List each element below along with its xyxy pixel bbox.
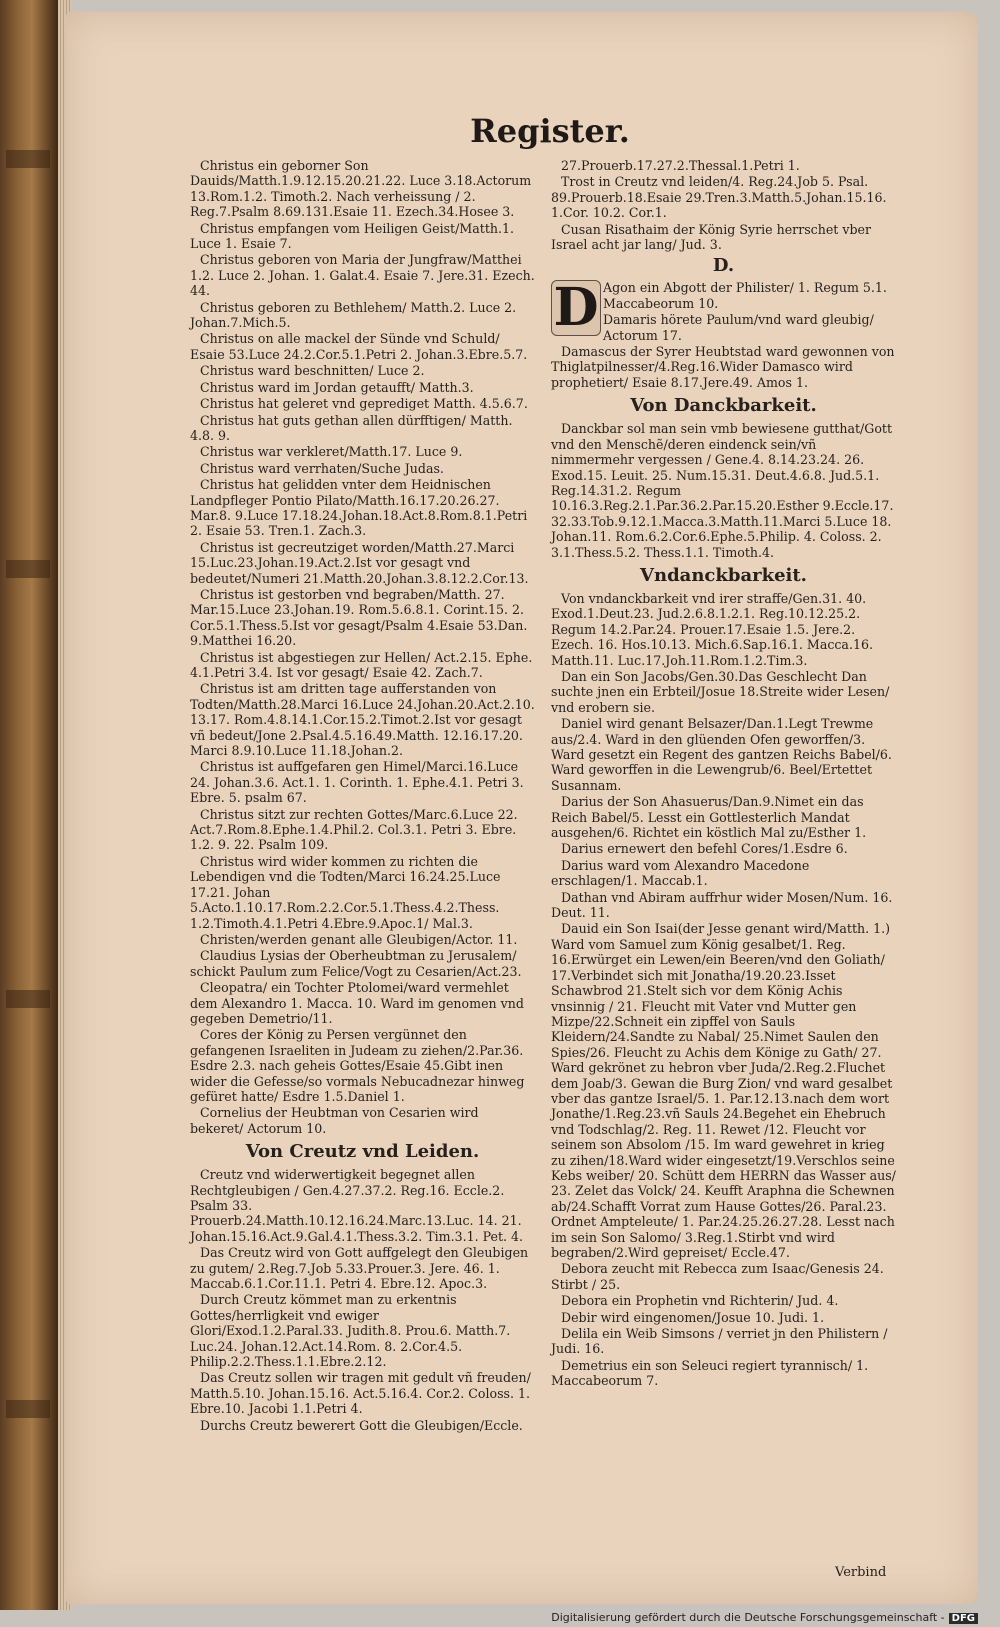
register-entry: 27.Prouerb.17.27.2.Thessal.1.Petri 1. <box>561 158 800 173</box>
digitization-footer <box>551 1611 978 1624</box>
binding-band <box>6 1400 50 1418</box>
register-entry: Christus ist auffgefaren gen Himel/Marci.16.Luce 24. Johan.3.6. Act.1. 1. Corinth. 1. Ephe.4.1. Petri 3. Ebre. 5. psalm 67. <box>190 759 524 806</box>
register-entry: Christus ward im Jordan getaufft/ Matth.3. <box>200 379 474 395</box>
catchword: Verbind <box>835 1565 887 1580</box>
register-entry: Darius der Son Ahasuerus/Dan.9.Nimet ein das Reich Babel/5. Lesst ein Gottlesterlich Mandat ausgehen/6. Richtet ein köstlich Mal zu/Esther 1. <box>551 794 867 841</box>
register-entry: Christus ist am dritten tage aufferstanden von Todten/Matth.28.Marci 16.Luce 24.Johan.20.Act.2.10. 13.17. Rom.4.8.14.1.Cor.15.2.Timot.2.Ist vor gesagt vñ bedeut/Jone 2.Psal.4.5.16.49.Matth. 12.16.17.20. Marci 8.9.10.Luce 11.18.Johan.2. <box>190 681 535 759</box>
register-entry: Agon ein Abgott der Philister/ 1. Regum 5.1. Maccabeorum 10. <box>603 280 887 311</box>
section-heading-thanks: Von Danckbarkeit. <box>630 395 817 417</box>
register-entry: Christus ist abgestiegen zur Hellen/ Act.2.15. Ephe. 4.1.Petri 3.4. Ist vor gesagt/ Esaie 42. Zach.7. <box>190 649 533 680</box>
register-entry: Christus sitzt zur rechten Gottes/Marc.6.Luce 22. Act.7.Rom.8.Ephe.1.4.Phil.2. Col.3.1. Petri 3. Ebre. 1.2. 9. 22. Psalm 109. <box>190 806 518 853</box>
entries-group-left-a <box>190 158 535 1136</box>
initial-block <box>551 277 896 343</box>
register-entry: Demetrius ein son Seleuci regiert tyrannisch/ 1. Maccabeorum 7. <box>551 1357 869 1389</box>
register-entry: Christus ein geborner Son Dauids/Matth.1.9.12.15.20.21.22. Luce 3.18.Actorum 13.Rom.1.2. Timoth.2. Nach verheissung / 2. Reg.7.Psalm 8.69.131.Esaie 11. Ezech.34.Hosee 3. <box>190 158 532 220</box>
register-entry: Cleopatra/ ein Tochter Ptolomei/ward vermehlet dem Alexandro 1. Macca. 10. Ward im genomen vnd gegeben Demetrio/11. <box>190 980 524 1026</box>
register-entry: Damaris hörete Paulum/vnd ward gleubig/ Actorum 17. <box>603 312 874 343</box>
register-entry: Debora zeucht mit Rebecca zum Isaac/Genesis 24. Stirbt / 25. <box>551 1261 884 1292</box>
register-entry: Dauid ein Son Isai(der Jesse genant wird/Matth. 1.) Ward vom Samuel zum König gesalbet/1. Reg. 16.Erwürget ein Lewen/ein Beeren/vnd den Goliath/ 17.Verbindet sich mit Jonatha/19.20.23.Isset Schawbrod 21.Stelt sich vor dem König Achis vnsinnig / 21. Fleucht mit Vater vnd Mutter gen Mizpe/22.Schneit ein zipffel von Sauls Kleidern/24.Sandte zu Nabal/ 25.Nimet Saulen den Spies/26. Fleucht zu Achis dem Könige zu Gath/ 27. Ward gekrönet zu hebron vber Juda/2.Reg.2.Fluchet dem Joab/3. Gewan die Burg Zion/ vnd ward gesalbet vber das gantze Israel/5. 1. Par.12.13.nach dem wort Jonathe/1.Reg.23.vñ Sauls 24.Begehet ein Ehebruch vnd Todschlag/2. Reg. 11. Rewet /12. Fleucht vor seinem son Absolom /15. Im ward gewehret in krieg zu zihen/18.Ward wider eingesetzt/19.Verschlos seine Kebs weiber/ 20. Schütt dem HERRN das Wasser aus/ 23. Zelet das Volck/ 24. Keufft Araphna die Schewnen ab/24.Schafft Vorrat zum Hause Gottes/26. Paral.23. Ordnet Ampteleute/ 1. Par.24.25.26.27.28. Lesst nach im sein Son Salomo/ 3.Reg.1.Stirbt vnd wird begraben/2.Wird gepreiset/ Eccle.47. <box>551 921 896 1260</box>
page-title: Register. <box>470 112 630 150</box>
register-entry: Christus ist gestorben vnd begraben/Matth. 27. Mar.15.Luce 23.Johan.19. Rom.5.6.8.1. Corint.15. 2. Cor.5.1.Thess.5.Ist vor gesagt/Psalm 4.Esaie 53.Dan. 9.Matthei 16.20. <box>190 586 528 649</box>
register-entry: Cores der König zu Persen vergünnet den gefangenen Israeliten in Judeam zu ziehen/2.Par.36. Esdre 2.3. nach geheis Gottes/Esaie 45.Gibt inen wider die Gefesse/so vormals Nebucadnezar hinweg gefüret hatte/ Esdre 1.5.Daniel 1. <box>190 1027 525 1104</box>
dfg-logo: DFG <box>949 1613 978 1624</box>
footer-text: Digitalisierung gefördert durch die Deutsche Forschungsgemeinschaft - <box>551 1611 945 1624</box>
register-entry: Debir wird eingenomen/Josue 10. Judi. 1. <box>561 1309 825 1325</box>
register-entry: Christus wird wider kommen zu richten die Lebendigen vnd die Todten/Marci 16.24.25.Luce 17.21. Johan 5.Acto.1.10.17.Rom.2.2.Cor.5.1.Thess.4.2.Thess. 1.2.Timoth.4.1.Petri 4.Ebre.9.Apoc.1/ Mal.3. <box>190 853 501 931</box>
entries-group-right-b <box>551 344 896 390</box>
register-entry: Debora ein Prophetin vnd Richterin/ Jud. 4. <box>561 1293 839 1309</box>
binding-band <box>6 150 50 168</box>
register-entry: Durch Creutz kömmet man zu erkentnis Gottes/herrligkeit vnd ewiger Glori/Exod.1.2.Paral.33. Judith.8. Prou.6. Matth.7. Luc.24. Johan.12.Act.14.Rom. 8. 2.Cor.4.5. Philip.2.2.Thess.1.1.Ebre.2.12. <box>190 1292 511 1370</box>
register-entry: Christus ward beschnitten/ Luce 2. <box>200 363 425 379</box>
register-entry: Cusan Risathaim der König Syrie herrschet vber Israel acht jar lang/ Jud. 3. <box>551 221 872 253</box>
register-entry: Daniel wird genant Belsazer/Dan.1.Legt Trewme aus/2.4. Ward in den glüenden Ofen geworffen/3. Ward gesetzt ein Regent des gantzen Reichs Babel/6. Ward geworffen in die Lewengrub/6. Beel/Ertettet Susannam. <box>551 716 892 793</box>
register-entry: Delila ein Weib Simsons / verriet jn den Philistern / Judi. 16. <box>551 1326 888 1357</box>
register-entry: Christus war verkleret/Matth.17. Luce 9. <box>200 444 463 460</box>
register-entry: Christus ist gecreutziget worden/Matth.27.Marci 15.Luc.23.Johan.19.Act.2.Ist vor gesagt vnd bedeutet/Numeri 21.Matth.20.Johan.3.8.12.2.Cor.13. <box>190 539 529 586</box>
register-entry: Creutz vnd widerwertigkeit begegnet allen Rechtgleubigen / Gen.4.27.37.2. Reg.16. Eccle.2. Psalm 33. Prouerb.24.Matth.10.12.16.24.Marc.13.Luc. 14. 21. Johan.15.16.Act.9.Gal.4.1.Thess.3.2. Tim.3.1. Pet. 4. <box>190 1167 524 1244</box>
register-entry: Damascus der Syrer Heubtstad ward gewonnen von Thiglatpilnesser/4.Reg.16.Wider Damasco wird prophetiert/ Esaie 8.17.Jere.49. Amos 1. <box>551 344 895 390</box>
register-entry: Darius ernewert den befehl Cores/1.Esdre 6. <box>561 841 848 857</box>
register-entry: Dathan vnd Abiram auffrhur wider Mosen/Num. 16. Deut. 11. <box>551 889 893 921</box>
register-entry: Christus empfangen vom Heiligen Geist/Matth.1. Luce 1. Esaie 7. <box>190 220 515 252</box>
register-entry: Christus on alle mackel der Sünde vnd Schuld/ Esaie 53.Luce 24.2.Cor.5.1.Petri 2. Johan.3.Ebre.5.7. <box>190 331 528 362</box>
register-entry: Dan ein Son Jacobs/Gen.30.Das Geschlecht Dan suchte jnen ein Erbteil/Josue 18.Streite wider Lesen/ vnd erobern sie. <box>551 668 890 715</box>
section-heading-unthanks: Vndanckbarkeit. <box>640 564 807 586</box>
book-binding <box>0 0 58 1610</box>
binding-band <box>6 990 50 1008</box>
register-entry: Trost in Creutz vnd leiden/4. Reg.24.Job 5. Psal. 89.Prouerb.18.Esaie 29.Tren.3.Matth.5.Johan.15.16. 1.Cor. 10.2. Cor.1. <box>551 174 887 221</box>
register-entry: Christen/werden genant alle Gleubigen/Actor. 11. <box>200 931 518 947</box>
register-entry: Christus geboren von Maria der Jungfraw/Matthei 1.2. Luce 2. Johan. 1. Galat.4. Esaie 7. Jere.31. Ezech. 44. <box>190 252 535 299</box>
decorated-initial: D <box>551 280 601 336</box>
section-heading-cross: Von Creutz vnd Leiden. <box>245 1141 480 1163</box>
register-entry: Christus hat gelidden vnter dem Heidnischen Landpfleger Pontio Pilato/Matth.16.17.20.26.27. Mar.8. 9.Luce 17.18.24.Johan.18.Act.8.Rom.8.1.Petri 2. Esaie 53. Tren.1. Zach.3. <box>190 477 528 539</box>
entries-group-right-d <box>551 591 896 1389</box>
entries-group-right-a <box>551 158 896 252</box>
right-column <box>551 158 896 1390</box>
register-entry: Christus hat guts gethan allen dürfftigen/ Matth. 4.8. 9. <box>190 412 513 443</box>
register-entry: Christus geboren zu Bethlehem/ Matth.2. Luce 2. Johan.7.Mich.5. <box>190 299 517 331</box>
entries-group-left-b <box>190 1167 535 1433</box>
binding-band <box>6 560 50 578</box>
register-entry: Danckbar sol man sein vmb bewiesene gutthat/Gott vnd den Menschẽ/deren eindenck sein/vñ nimmermehr vergessen / Gene.4. 8.14.23.24. 26. Exod.15. Leuit. 25. Num.15.31. Deut.4.6.8. Jud.5.1. Reg.14.31.2. Regum 10.16.3.Reg.2.1.Par.36.2.Par.15.20.Esther 9.Eccle.17. 32.33.Tob.9.12.1.Macca.3.Matth.11.Marci 5.Luce 18. Johan.11. Rom.6.2.Cor.6.Ephe.5.Philip. 4. Coloss. 2. 3.1.Thess.5.2. Thess.1.1. Timoth.4. <box>551 421 894 560</box>
register-entry: Darius ward vom Alexandro Macedone erschlagen/1. Maccab.1. <box>551 857 810 889</box>
register-entry: Claudius Lysias der Oberheubtman zu Jerusalem/ schickt Paulum zum Felice/Vogt zu Cesarien/Act.23. <box>190 948 522 979</box>
letter-heading-d: D. <box>712 255 735 277</box>
register-entry: Christus hat geleret vnd geprediget Matth. 4.5.6.7. <box>200 396 528 412</box>
register-entry: Cornelius der Heubtman von Cesarien wird bekeret/ Actorum 10. <box>190 1105 479 1136</box>
initial-entries <box>603 280 896 343</box>
entries-group-right-c <box>551 421 896 560</box>
register-entry: Das Creutz wird von Gott auffgelegt den Gleubigen zu gutem/ 2.Reg.7.Job 5.33.Prouer.3. Jere. 46. 1. Maccab.6.1.Cor.11.1. Petri 4. Ebre.12. Apoc.3. <box>190 1245 529 1292</box>
register-entry: Durchs Creutz bewerert Gott die Gleubigen/Eccle. <box>200 1417 523 1433</box>
left-column <box>190 158 535 1434</box>
register-entry: Christus ward verrhaten/Suche Judas. <box>200 460 444 476</box>
register-entry: Das Creutz sollen wir tragen mit gedult vñ freuden/ Matth.5.10. Johan.15.16. Act.5.16.4. Cor.2. Coloss. 1. Ebre.10. Jacobi 1.1.Petri 4. <box>190 1370 531 1417</box>
register-entry: Von vndanckbarkeit vnd irer straffe/Gen.31. 40. Exod.1.Deut.23. Jud.2.6.8.1.2.1. Reg.10.12.25.2. Regum 14.2.Par.24. Prouer.17.Esaie 1.5. Jere.2. Ezech. 16. Hos.10.13. Mich.6.Sap.16.1. Macca.16. Matth.11. Luc.17.Joh.11.Rom.1.2.Tim.3. <box>551 590 873 668</box>
